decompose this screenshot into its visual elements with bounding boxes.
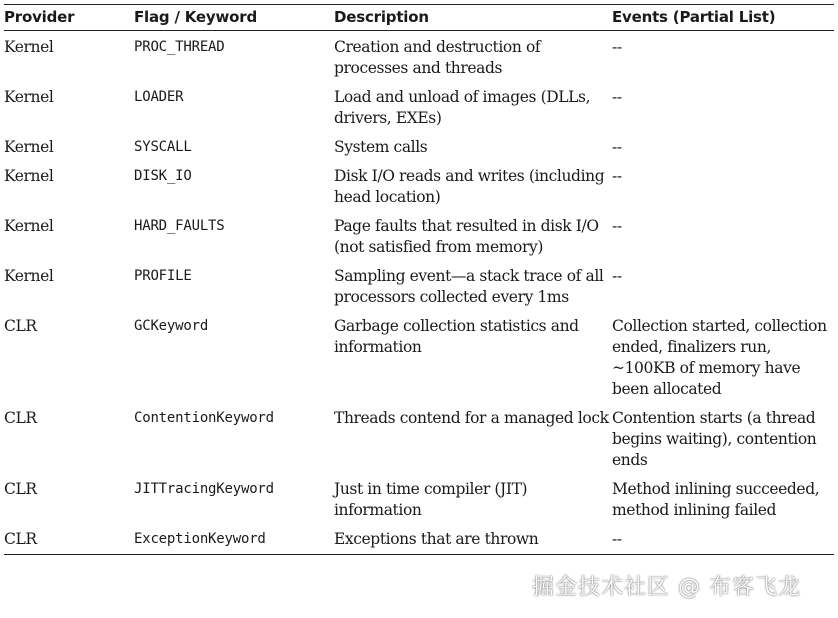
cell-provider: Kernel bbox=[4, 217, 54, 235]
cell-description: Sampling event—a stack trace of all processors collected every 1ms bbox=[334, 267, 604, 306]
cell-description: Creation and destruction of processes and threads bbox=[334, 38, 541, 77]
header-provider: Provider bbox=[4, 5, 134, 31]
table-row bbox=[4, 81, 834, 131]
cell-flag: HARD_FAULTS bbox=[134, 218, 225, 234]
cell-provider: Kernel bbox=[4, 267, 54, 285]
cell-events: -- bbox=[612, 167, 622, 185]
cell-flag: LOADER bbox=[134, 89, 184, 105]
cell-events: -- bbox=[612, 217, 622, 235]
table-row bbox=[4, 310, 834, 402]
event-keyword-table bbox=[4, 4, 834, 555]
cell-description: Threads contend for a managed lock bbox=[334, 409, 609, 427]
table-header-row bbox=[4, 5, 834, 31]
cell-flag: JITTracingKeyword bbox=[134, 481, 274, 497]
cell-flag: PROC_THREAD bbox=[134, 39, 225, 55]
cell-events: -- bbox=[612, 267, 622, 285]
cell-provider: Kernel bbox=[4, 167, 54, 185]
cell-flag: PROFILE bbox=[134, 268, 192, 284]
table-row bbox=[4, 160, 834, 210]
cell-flag: DISK_IO bbox=[134, 168, 192, 184]
cell-events: Collection started, collection ended, finalizers run, ~100KB of memory have been allocated bbox=[612, 317, 827, 398]
cell-provider: Kernel bbox=[4, 138, 54, 156]
cell-description: Disk I/O reads and writes (including head location) bbox=[334, 167, 605, 206]
cell-provider: CLR bbox=[4, 523, 134, 555]
header-events: Events (Partial List) bbox=[612, 5, 834, 31]
cell-events: -- bbox=[612, 523, 834, 555]
table-row bbox=[4, 210, 834, 260]
cell-provider: CLR bbox=[4, 480, 37, 498]
cell-provider: Kernel bbox=[4, 38, 54, 56]
cell-description: Page faults that resulted in disk I/O (not satisfied from memory) bbox=[334, 217, 599, 256]
cell-events: -- bbox=[612, 38, 622, 56]
header-description: Description bbox=[334, 5, 612, 31]
cell-provider: Kernel bbox=[4, 88, 54, 106]
watermark-text: 掘金技术社区 @ 布客飞龙 bbox=[532, 575, 801, 600]
table-row bbox=[4, 473, 834, 523]
cell-events: Method inlining succeeded, method inlining failed bbox=[612, 480, 820, 519]
table-row bbox=[4, 31, 834, 82]
cell-events: -- bbox=[612, 88, 622, 106]
table-row bbox=[4, 131, 834, 160]
table-row bbox=[4, 523, 834, 555]
cell-flag: GCKeyword bbox=[134, 318, 209, 334]
header-flag-keyword: Flag / Keyword bbox=[134, 5, 334, 31]
table-row bbox=[4, 260, 834, 310]
cell-flag: ContentionKeyword bbox=[134, 410, 274, 426]
keyword-table-container bbox=[4, 4, 834, 555]
cell-flag: ExceptionKeyword bbox=[134, 523, 334, 555]
cell-provider: CLR bbox=[4, 317, 37, 335]
cell-description: Garbage collection statistics and information bbox=[334, 317, 579, 356]
cell-provider: CLR bbox=[4, 409, 37, 427]
cell-description: System calls bbox=[334, 138, 428, 156]
cell-flag: SYSCALL bbox=[134, 139, 192, 155]
table-row bbox=[4, 402, 834, 473]
cell-events: -- bbox=[612, 138, 622, 156]
cell-description: Load and unload of images (DLLs, drivers, EXEs) bbox=[334, 88, 591, 127]
cell-description: Exceptions that are thrown bbox=[334, 523, 612, 555]
cell-description: Just in time compiler (JIT) information bbox=[334, 480, 528, 519]
cell-events: Contention starts (a thread begins waiting), contention ends bbox=[612, 409, 817, 469]
